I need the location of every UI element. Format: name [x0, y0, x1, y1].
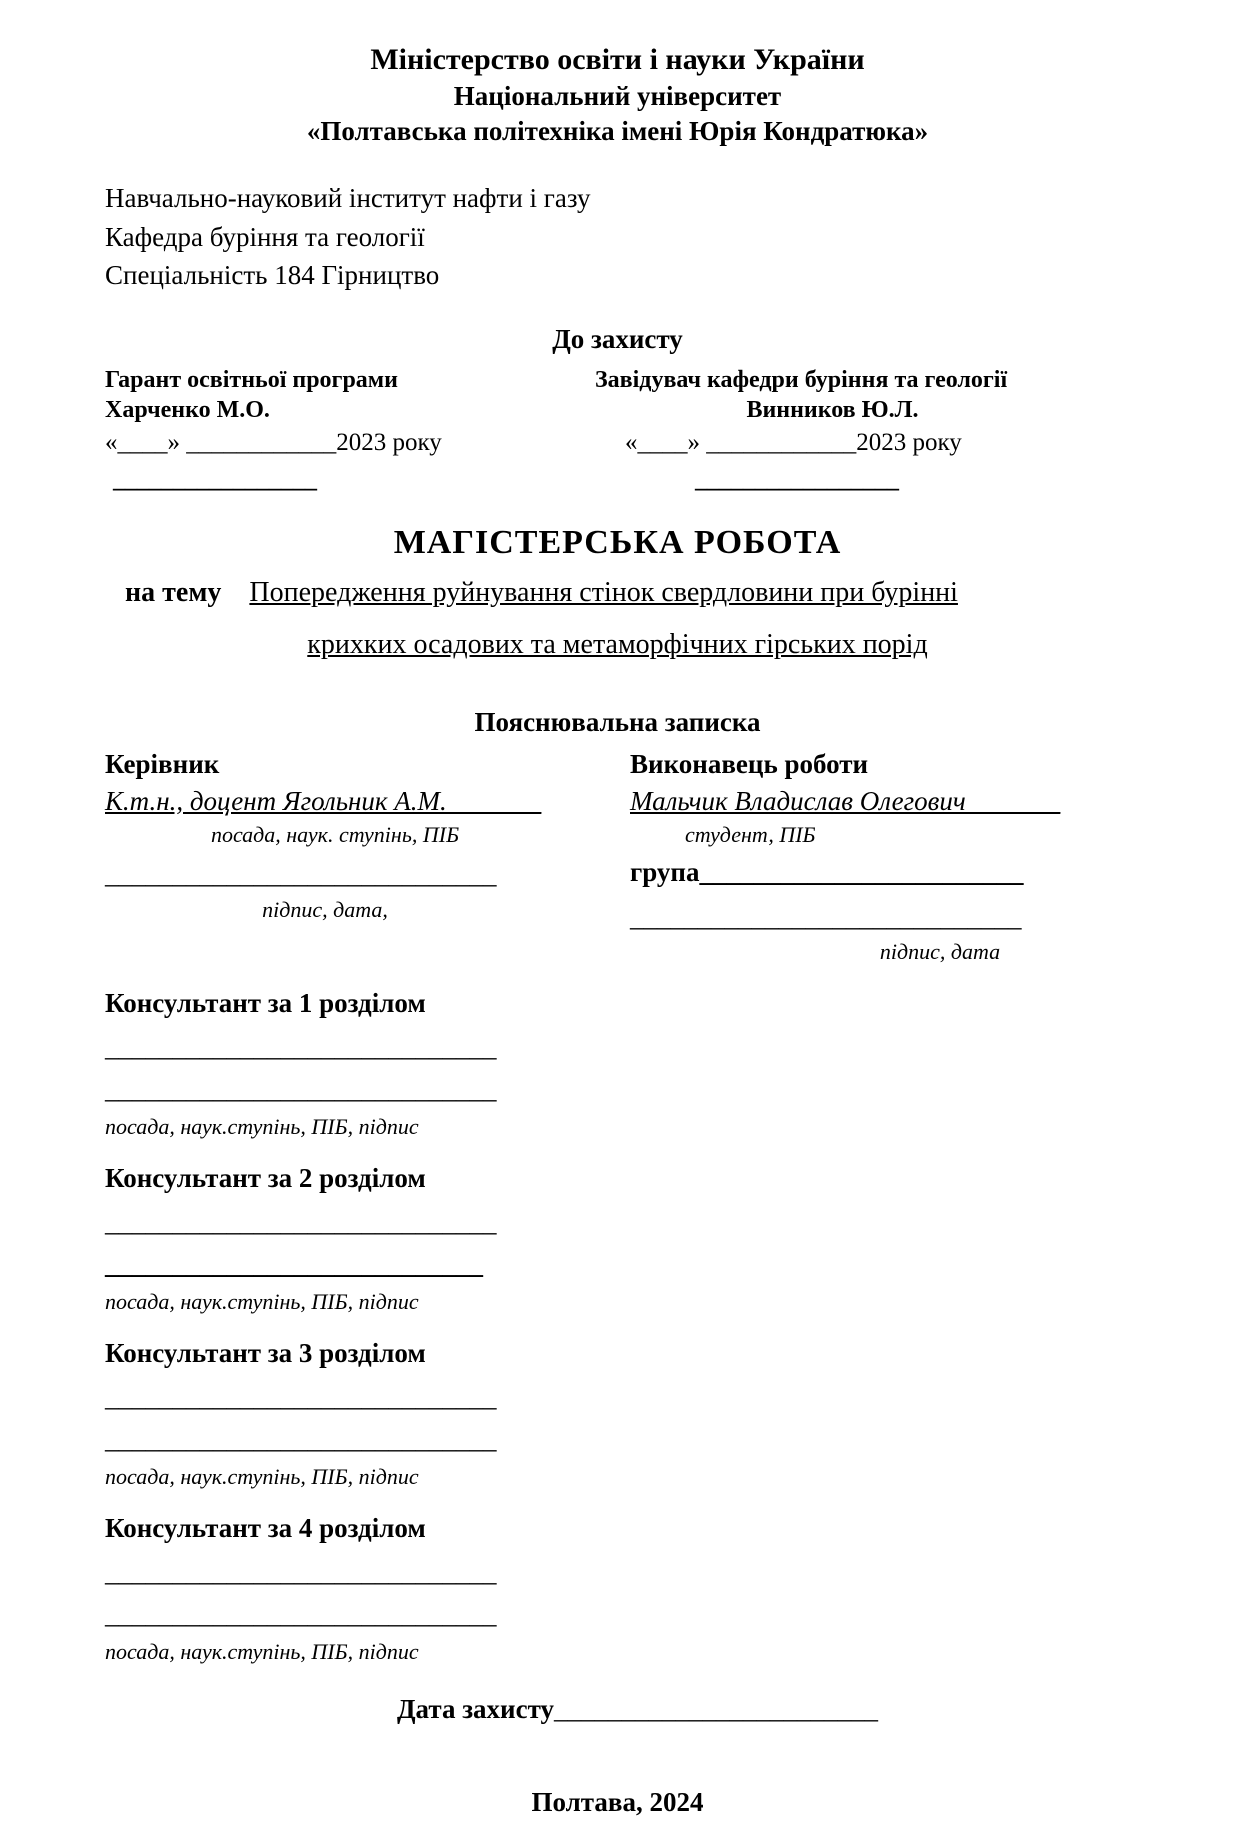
theme-text-2: крихких осадових та метаморфічних гірських порід	[307, 629, 928, 661]
department-line: Кафедра буріння та геології	[105, 221, 425, 252]
group-label: група	[630, 857, 700, 888]
theme-text-1: Попередження руйнування стінок свердловини при бурінні	[249, 576, 958, 608]
supervisor-signature-line: _____________________________	[105, 859, 497, 890]
institute-line: Навчально-науковий інститут нафти і газу	[105, 183, 591, 214]
approval-left-column	[105, 365, 595, 494]
guarantor-role: Гарант освітньої програми	[105, 367, 398, 394]
group-row	[630, 855, 1130, 890]
defense-date-label: Дата захисту	[396, 1694, 555, 1725]
consultant-1-label: Консультант за 1 розділом	[105, 988, 426, 1019]
supervisor-signature-caption: підпис, дата,	[262, 897, 388, 923]
guarantor-date-line: «____» ____________2023 року	[105, 429, 442, 457]
theme-line-2	[105, 627, 1130, 663]
consultant-1-line-1: _____________________________	[105, 1032, 497, 1063]
executor-column	[630, 745, 1130, 967]
consultant-4-caption: посада, наук.ступінь, ПІБ, підпис	[105, 1638, 419, 1664]
consultant-4-label: Консультант за 4 розділом	[105, 1513, 426, 1544]
consultant-block-2	[105, 1161, 1130, 1316]
consultant-2-line-1: _____________________________	[105, 1207, 497, 1238]
consultant-block-4	[105, 1511, 1130, 1666]
consultant-block-1	[105, 986, 1130, 1141]
supervisor-caption: посада, наук. ступінь, ПІБ	[210, 821, 460, 847]
executor-label: Виконавець роботи	[630, 748, 869, 779]
consultant-2-caption: посада, наук.ступінь, ПІБ, підпис	[105, 1288, 419, 1314]
supervisor-label: Керівник	[105, 748, 220, 779]
group-line: ________________________	[699, 857, 1024, 888]
approval-block	[105, 365, 1130, 494]
consultant-2-line-2: ____________________________	[105, 1248, 483, 1279]
consultant-3-label: Консультант за 3 розділом	[105, 1338, 426, 1369]
explanatory-note-subtitle: Пояснювальна записка	[474, 707, 761, 738]
supervisor-name: К.т.н., доцент Ягольник А.М._______	[105, 785, 542, 816]
city-year-line: Полтава, 2024	[531, 1787, 704, 1818]
consultants-section	[105, 986, 1130, 1666]
head-of-department-role: Завідувач кафедри буріння та геології	[595, 367, 1008, 394]
consultant-4-line-2: _____________________________	[105, 1599, 497, 1630]
executor-caption: студент, ПІБ	[685, 821, 816, 847]
defense-heading: До захисту	[552, 324, 683, 355]
consultant-3-line-2: _____________________________	[105, 1424, 497, 1455]
consultant-block-3	[105, 1336, 1130, 1491]
consultant-2-label: Консультант за 2 розділом	[105, 1163, 426, 1194]
university-name-line: «Полтавська політехніка імені Юрія Кондратюка»	[306, 116, 929, 147]
head-of-department-name: Винников Ю.Л.	[746, 397, 919, 424]
consultant-1-caption: посада, наук.ступінь, ПІБ, підпис	[105, 1113, 419, 1139]
consultant-3-caption: посада, наук.ступінь, ПІБ, підпис	[105, 1463, 419, 1489]
guarantor-signature-line: _________________	[113, 466, 317, 493]
consultant-1-line-2: _____________________________	[105, 1073, 497, 1104]
institute-block	[105, 179, 1130, 294]
supervisor-column	[105, 745, 630, 967]
guarantor-name: Харченко М.О.	[105, 397, 270, 424]
executor-signature-line: _____________________________	[630, 902, 1022, 933]
consultant-3-line-1: _____________________________	[105, 1382, 497, 1413]
university-line: Національний університет	[453, 81, 782, 111]
theme-label: на тему	[125, 576, 222, 608]
head-signature-line: _________________	[695, 466, 899, 493]
defense-date-line: ________________________	[554, 1694, 879, 1725]
theme-spacer	[228, 577, 242, 608]
head-date-line: «____» ____________2023 року	[625, 429, 962, 457]
work-title: МАГІСТЕРСЬКА РОБОТА	[393, 523, 842, 561]
speciality-line: Спеціальність 184 Гірництво	[105, 259, 440, 290]
ministry-line: Міністерство освіти і науки України	[370, 43, 865, 76]
defense-date-row	[105, 1692, 1130, 1727]
theme-line-1	[105, 575, 1130, 611]
people-block	[105, 745, 1130, 967]
executor-signature-caption: підпис, дата	[879, 938, 1001, 964]
approval-right-column	[595, 365, 1130, 494]
executor-name: Мальчик Владислав Олегович_______	[630, 785, 1061, 816]
consultant-4-line-1: _____________________________	[105, 1557, 497, 1588]
